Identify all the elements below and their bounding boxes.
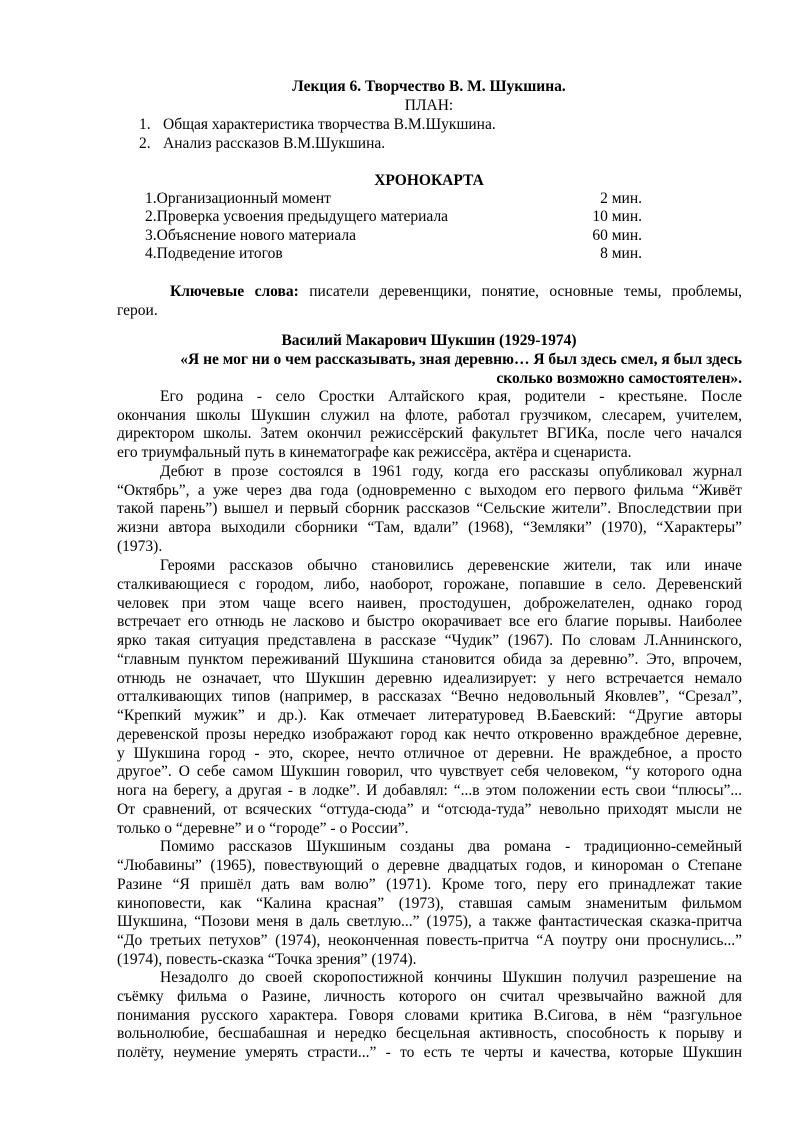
paragraph-line: киноповести, как “Калина красная” (1973), ставшая самым знаменитым фильмом: [117, 895, 742, 912]
chronocard-item: 3.Объяснение нового материала: [145, 227, 356, 244]
chronocard-time: 10 мин.: [592, 208, 642, 225]
paragraph-line: деревенской прозы нередко изображают город как нечто откровенно враждебное деревне,: [117, 726, 742, 743]
paragraph-line: директором школы. Затем окончил режиссёрский факультет ВГИКа, после чего начался: [117, 425, 742, 442]
paragraph-line: От сравнений, от всяческих “оттуда-сюда” и “отсюда-туда” невольно приходят мысли не: [117, 801, 742, 818]
plan-heading: ПЛАН:: [404, 97, 454, 114]
paragraph-line: другое”. О себе самом Шукшин говорил, что чувствует себя человеком, “у которого одна: [117, 763, 742, 780]
chronocard-time: 60 мин.: [592, 227, 642, 244]
paragraph-line: съёмку фильма о Разине, личность которого он считал чрезвычайно важной для: [117, 988, 742, 1005]
paragraph-line: человек при этом чаще всего наивен, простодушен, доброжелателен, однако город: [117, 595, 742, 612]
paragraph-line: Шукшина, “Позови меня в даль светлую...” (1975), а также фантастическая сказка-притча: [117, 913, 742, 930]
paragraph-line: полёту, неумение умерять страсти...” - то есть те черты и качества, которые Шукшин: [117, 1044, 742, 1061]
paragraph-line: “Октябрь”, а уже через два года (одновременно с выходом его первого фильма “Живёт: [117, 482, 742, 499]
chronocard-time: 8 мин.: [600, 245, 642, 262]
paragraph-line: сталкивающиеся с городом, либо, наоборот, горожане, попавшие в село. Деревенский: [117, 576, 742, 593]
paragraph-line: встречает его отнюдь не ласково и быстро окорачивает все его благие порывы. Наиболее: [117, 613, 742, 630]
epigraph-line: «Я не мог ни о чем рассказывать, зная деревню… Я был здесь смел, я был здесь: [180, 351, 742, 368]
paragraph-line: (1974), повесть-сказка “Точка зрения” (1974).: [117, 951, 417, 968]
chronocard-item: 4.Подведение итогов: [145, 245, 283, 262]
paragraph-line: “Крепкий мужик” и др.). Как отмечает литературовед В.Баевский: “Другие авторы: [117, 707, 742, 724]
keywords-line: [170, 282, 742, 301]
paragraph-line: Дебют в прозе состоялся в 1961 году, когда его рассказы опубликовал журнал: [160, 463, 742, 480]
keywords-text-continued: герои.: [117, 302, 158, 319]
paragraph-line: “До третьих петухов” (1974), неоконченная повесть-притча “А поутру они проснулись...”: [117, 932, 742, 949]
plan-item-number: 1.: [139, 116, 151, 133]
paragraph-line: отталкивающих типов (например, в рассказах “Вечно недовольный Яковлев”, “Срезал”,: [117, 688, 742, 705]
bio-heading: Василий Макарович Шукшин (1929-1974): [281, 332, 577, 349]
epigraph-line: сколько возможно самостоятелен».: [496, 370, 742, 387]
keywords-text: писатели деревенщики, понятие, основные темы, проблемы,: [309, 283, 742, 300]
paragraph-line: вольнолюбие, бесшабашная и нередко бесцельная активность, способность к порыву и: [117, 1025, 742, 1042]
plan-item-number: 2.: [139, 135, 151, 152]
paragraph-line: понимания русского характера. Говоря словами критика В.Сигова, в нём “разгульное: [117, 1007, 742, 1024]
paragraph-line: окончания школы Шукшин служил на флоте, работал грузчиком, слесарем, учителем,: [117, 407, 742, 424]
paragraph-line: Героями рассказов обычно становились деревенские жители, так или иначе: [160, 557, 742, 574]
chronocard-item: 1.Организационный момент: [145, 190, 331, 207]
plan-item: Анализ рассказов В.М.Шукшина.: [163, 135, 386, 152]
paragraph-line: “Любавины” (1965), повествующий о деревне двадцатых годов, и кинороман о Степане: [117, 857, 742, 874]
paragraph-line: Разине “Я пришёл дать вам волю” (1971). Кроме того, перу его принадлежат такие: [117, 876, 742, 893]
paragraph-line: Его родина - село Сростки Алтайского края, родители - крестьяне. После: [160, 388, 742, 405]
paragraph-line: ярко такая ситуация представлена в рассказе “Чудик” (1967). По словам Л.Аннинского,: [117, 632, 742, 649]
lecture-title: Лекция 6. Творчество В. М. Шукшина.: [292, 78, 566, 95]
paragraph-line: только о “деревне” и о “городе” - о России”.: [117, 820, 409, 837]
paragraph-line: жизни автора выходили сборники “Там, вдали” (1968), “Земляки” (1970), “Характеры”: [117, 519, 742, 536]
paragraph-line: у Шукшина город - это, скорее, нечто отличное от деревни. Не враждебное, а просто: [117, 745, 742, 762]
paragraph-line: Помимо рассказов Шукшиным созданы два романа - традиционно-семейный: [160, 838, 742, 855]
paragraph-line: Незадолго до своей скоропостижной кончины Шукшин получил разрешение на: [160, 969, 742, 986]
keywords-label: Ключевые слова:: [170, 283, 299, 300]
paragraph-line: его триумфальный путь в кинематографе как режиссёра, актёра и сценариста.: [117, 444, 632, 461]
paragraph-line: (1973).: [117, 538, 163, 555]
plan-item: Общая характеристика творчества В.М.Шукшина.: [163, 116, 496, 133]
chronocard-heading: ХРОНОКАРТА: [374, 172, 484, 189]
chronocard-time: 2 мин.: [600, 190, 642, 207]
paragraph-line: такой парень”) вышел и первый сборник рассказов “Сельские жители”. Впоследствии при: [117, 500, 742, 517]
chronocard-item: 2.Проверка усвоения предыдущего материала: [145, 208, 449, 225]
paragraph-line: “главным пунктом переживаний Шукшина становится обида за деревню”. Это, впрочем,: [117, 651, 742, 668]
paragraph-line: нога на берегу, а другая - в лодке”. И добавлял: “...в этом положении есть свои “плюсы”...: [117, 782, 742, 799]
paragraph-line: отнюдь не означает, что Шукшин деревню идеализирует: у него встречается немало: [117, 670, 742, 687]
